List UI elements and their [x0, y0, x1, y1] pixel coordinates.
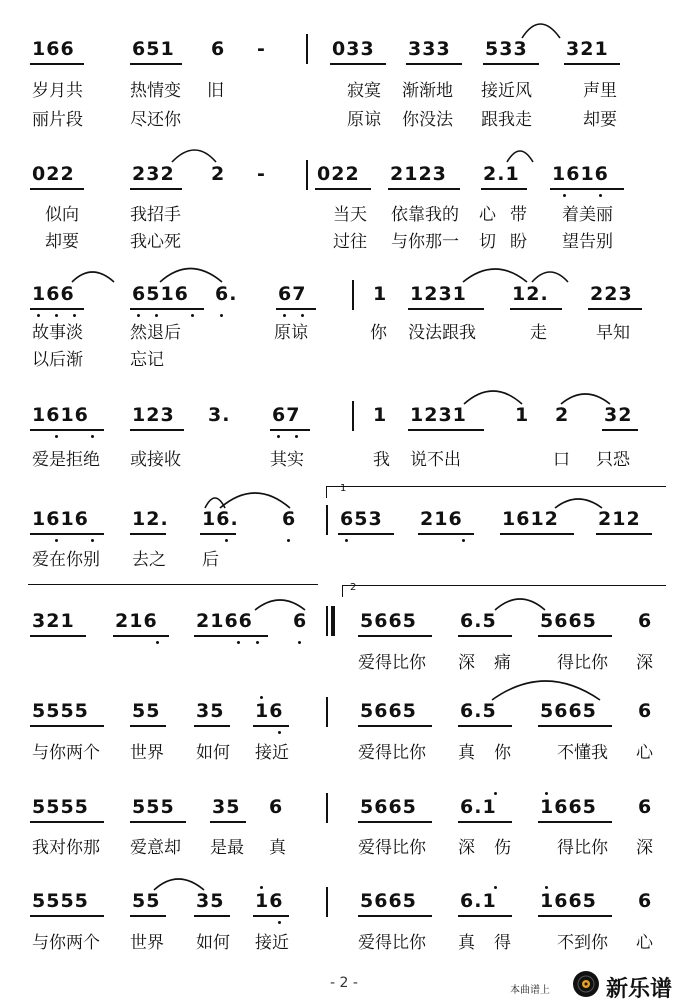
lyric: 爱得比你 [358, 653, 426, 673]
lyric: 走 [530, 323, 547, 343]
notes-group: 5665 [360, 610, 417, 632]
notes-group: 6 [293, 610, 308, 632]
lyric: 你 [370, 323, 387, 343]
lyric: 或接收 [130, 450, 181, 470]
notes-group: 1616 [552, 163, 609, 185]
notes-group: 32 [604, 404, 633, 426]
slur-mark [522, 24, 560, 38]
lyric: 忘记 [130, 350, 164, 370]
lyric: 渐渐地 [402, 81, 453, 101]
lyric: 接近 [255, 743, 289, 763]
notes-group: 1231 [410, 283, 467, 305]
lyric: 过往 [333, 232, 367, 252]
notes-group: 6 [282, 508, 297, 530]
lyric: 心 [636, 743, 653, 763]
volta-label: 1 [340, 483, 347, 494]
lyric: 深 [458, 653, 475, 673]
notes-group: 1616 [32, 508, 89, 530]
lyric: 故事淡 [32, 323, 83, 343]
slur-mark [492, 681, 600, 700]
slur-mark [160, 269, 222, 283]
site-logo-text[interactable]: 新乐谱 [606, 977, 673, 1002]
notes-group: 223 [590, 283, 633, 305]
lyric: 真 [458, 743, 475, 763]
slur-mark [154, 879, 204, 890]
footer-note: 本曲谱上 [510, 985, 550, 996]
notes-group: 3. [208, 404, 231, 426]
lyric: 得比你 [557, 838, 608, 858]
lyric: 只恐 [596, 450, 630, 470]
lyric: 你没法 [402, 110, 453, 130]
lyric: 着美丽 [562, 205, 613, 225]
notes-group: 022 [317, 163, 360, 185]
notes-group: 2 [555, 404, 570, 426]
notes-group: 232 [132, 163, 175, 185]
lyric: 然退后 [130, 323, 181, 343]
notes-group: 653 [340, 508, 383, 530]
lyric: 接近 [255, 933, 289, 953]
lyric: 早知 [596, 323, 630, 343]
notes-group: 166 [32, 283, 75, 305]
lyric: 盼 [510, 232, 527, 252]
notes-group: - [257, 163, 266, 185]
slur-mark [72, 272, 114, 282]
notes-group: 1612 [502, 508, 559, 530]
notes-group: 6.5 [460, 700, 497, 722]
lyric: 深 [458, 838, 475, 858]
notes-group: 6 [638, 796, 653, 818]
lyric: 带 [510, 205, 527, 225]
notes-group: 5665 [360, 890, 417, 912]
lyric: 与你两个 [32, 743, 100, 763]
notes-group: 5665 [540, 610, 597, 632]
notes-group: 6 [211, 38, 226, 60]
notes-group: 216 [420, 508, 463, 530]
lyric: 切 [479, 232, 496, 252]
lyric: 我招手 [130, 205, 181, 225]
notes-group: 1 [373, 283, 388, 305]
lyric: 原谅 [274, 323, 308, 343]
lyric: 热情变 [130, 81, 181, 101]
lyric: 我对你那 [32, 838, 100, 858]
notes-group: 5555 [32, 890, 89, 912]
notes-group: 2166 [196, 610, 253, 632]
notes-group: 1616 [32, 404, 89, 426]
notes-group: 333 [408, 38, 451, 60]
notes-group: 5555 [32, 796, 89, 818]
lyric: 爱得比你 [358, 838, 426, 858]
lyric: 却要 [45, 232, 79, 252]
slur-mark [532, 272, 568, 282]
notes-group: 6.1 [460, 796, 497, 818]
notes-group: 321 [32, 610, 75, 632]
slur-mark [220, 493, 290, 508]
notes-group: 5555 [32, 700, 89, 722]
lyric: 我心死 [130, 232, 181, 252]
notes-group: 2 [211, 163, 226, 185]
lyric: 爱在你别 [32, 550, 100, 570]
notes-group: 651 [132, 38, 175, 60]
lyric: 没法跟我 [408, 323, 476, 343]
lyric: 深 [636, 838, 653, 858]
lyric: 依靠我的 [391, 205, 459, 225]
lyric: 当天 [333, 205, 367, 225]
lyric: 声里 [583, 81, 617, 101]
notes-group: 6.5 [460, 610, 497, 632]
lyric: 以后渐 [32, 350, 83, 370]
lyric: 世界 [130, 933, 164, 953]
lyric: 跟我走 [481, 110, 532, 130]
notes-group: 16 [255, 890, 284, 912]
lyric: 伤 [494, 838, 511, 858]
notes-group: - [257, 38, 266, 60]
lyric: 痛 [494, 653, 511, 673]
notes-group: 033 [332, 38, 375, 60]
notes-group: 321 [566, 38, 609, 60]
notes-group: 55 [132, 700, 161, 722]
notes-group: 1665 [540, 796, 597, 818]
lyric: 岁月共 [32, 81, 83, 101]
notes-group: 67 [272, 404, 301, 426]
lyric: 爱得比你 [358, 743, 426, 763]
lyric: 爱是拒绝 [32, 450, 100, 470]
page-number: - 2 - [330, 975, 358, 991]
notes-group: 12. [132, 508, 169, 530]
lyric: 心 [479, 205, 496, 225]
volta-label: 2 [350, 582, 357, 593]
slur-mark [255, 600, 305, 610]
slur-mark [464, 391, 522, 404]
slur-mark [495, 599, 545, 610]
notes-group: 2.1 [483, 163, 520, 185]
lyric: 望告别 [562, 232, 613, 252]
lyric: 口 [553, 450, 570, 470]
lyric: 我 [373, 450, 390, 470]
notes-group: 6516 [132, 283, 189, 305]
notes-group: 022 [32, 163, 75, 185]
lyric: 原谅 [347, 110, 381, 130]
lyric: 深 [636, 653, 653, 673]
notes-group: 16. [202, 508, 239, 530]
lyric: 爱得比你 [358, 933, 426, 953]
notes-group: 1 [373, 404, 388, 426]
notes-group: 6.1 [460, 890, 497, 912]
lyric: 后 [202, 550, 219, 570]
notes-group: 55 [132, 890, 161, 912]
lyric: 却要 [583, 110, 617, 130]
lyric: 与你两个 [32, 933, 100, 953]
record-disc-icon [572, 970, 600, 998]
notes-group: 6. [215, 283, 238, 305]
notes-group: 555 [132, 796, 175, 818]
lyric: 去之 [132, 550, 166, 570]
notes-group: 6 [638, 700, 653, 722]
lyric: 你 [494, 743, 511, 763]
notes-group: 35 [212, 796, 241, 818]
notes-group: 67 [278, 283, 307, 305]
lyric: 如何 [196, 743, 230, 763]
lyric: 与你那一 [391, 232, 459, 252]
slur-mark [555, 499, 602, 508]
lyric: 接近风 [481, 81, 532, 101]
lyric: 如何 [196, 933, 230, 953]
notes-group: 16 [255, 700, 284, 722]
notes-group: 35 [196, 700, 225, 722]
lyric: 丽片段 [32, 110, 83, 130]
notes-group: 533 [485, 38, 528, 60]
notes-group: 123 [132, 404, 175, 426]
notes-group: 1231 [410, 404, 467, 426]
notes-group: 166 [32, 38, 75, 60]
lyric: 旧 [207, 81, 224, 101]
lyric: 是最 [210, 838, 244, 858]
lyric: 说不出 [410, 450, 461, 470]
slur-mark [172, 150, 216, 162]
notes-group: 216 [115, 610, 158, 632]
lyric: 尽还你 [130, 110, 181, 130]
lyric: 真 [458, 933, 475, 953]
notes-group: 6 [638, 610, 653, 632]
lyric: 爱意却 [130, 838, 181, 858]
notes-group: 5665 [360, 700, 417, 722]
lyric: 不懂我 [557, 743, 608, 763]
lyric: 其实 [270, 450, 304, 470]
lyric: 寂寞 [347, 81, 381, 101]
notes-group: 12. [512, 283, 549, 305]
notes-group: 6 [638, 890, 653, 912]
lyric: 真 [269, 838, 286, 858]
lyric: 不到你 [557, 933, 608, 953]
notes-group: 1665 [540, 890, 597, 912]
notes-group: 2123 [390, 163, 447, 185]
notes-group: 5665 [540, 700, 597, 722]
notes-group: 5665 [360, 796, 417, 818]
slur-mark [561, 394, 610, 404]
lyric: 世界 [130, 743, 164, 763]
lyric: 得比你 [557, 653, 608, 673]
notes-group: 1 [515, 404, 530, 426]
slur-mark [507, 151, 533, 162]
lyric: 似向 [45, 205, 79, 225]
notes-group: 35 [196, 890, 225, 912]
lyric: 心 [636, 933, 653, 953]
lyric: 得 [494, 933, 511, 953]
slur-mark [463, 269, 527, 282]
notes-group: 6 [269, 796, 284, 818]
notes-group: 212 [598, 508, 641, 530]
